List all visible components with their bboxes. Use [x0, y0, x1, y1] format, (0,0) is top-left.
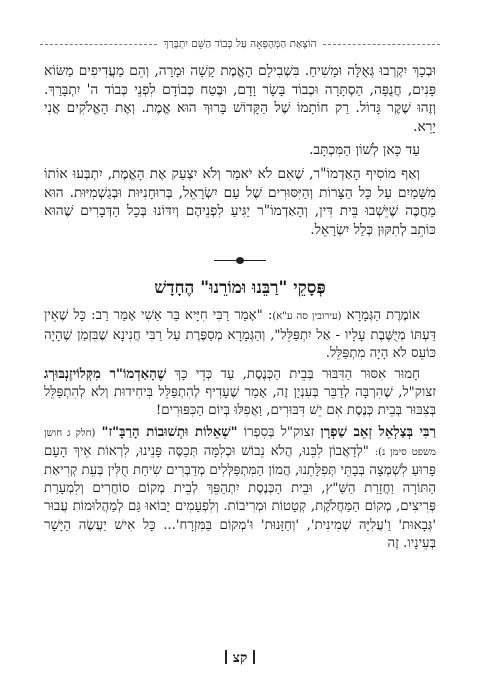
paragraph-gemara — [44, 307, 436, 363]
gemara-lead: אוֹמֶרֶת הַגְּמָרָא — [346, 308, 421, 324]
shafran-lead: זצוק"ל בְּסִפְרוֹ — [243, 424, 315, 440]
paragraph-letter-end: עַד כָּאן לְשׁוֹן הַמִּכְתָּב. — [309, 142, 420, 159]
book-title: "שְׁאֵלוֹת וּתְשׁוּבוֹת הָרַבָּ"ז" — [101, 424, 238, 440]
page-number-footer — [0, 650, 480, 667]
gemara-source-ref: (עירובין סה ע"א) — [272, 311, 342, 323]
gemara-text: : "אָמַר רַבִּי חִיָּיא בַּר אַשִׁי אָמַר רַב: כָּל שֶׁאֵין דַּעְתּוֹ מְיֻשֶּׁבֶת עָלָיו - אַל יִתְפַּלֵּל", וְהַגְּמָרָא מְסַפֶּרֶת עַל רַבִּי חֲנִינָא שֶׁבִּזְמַן שֶׁהָיָה כּוֹעֵס לֹא הָיָה מִתְפַּלֵּל. — [44, 308, 436, 361]
paragraph-talking-in-shul — [44, 366, 436, 421]
page-number: קצ — [232, 650, 248, 666]
page-number-bar-left — [225, 650, 227, 664]
talking-text: זצוק"ל, שֶׁהִרְבָּה לְדַבֵּר בְּעִנְיָן זֶה, אָמַר שֶׁעָדִיף לְהִתְפַּלֵּל בִּיחִידוּת וְלֹא לְהִתְפַּלֵּל בְּצִבּוּר בְּבֵית כְּנֶסֶת אִם יֵשׁ דִּבּוּרִים, וַאֲפִלּוּ בְּיוֹם הַכִּפּוּרִים! — [44, 385, 436, 419]
section-title: פְּסָקֵי "רַבֵּנוּ וּמוֹרֵנוּ" הֶחָדָשׁ — [154, 278, 326, 299]
shafran-quote: "לְדַאֲבוֹן לִבֵּנוּ, הֲלֹא נֵבוֹשׁ וּכְלִמָּה תְּכַסֶּה פָּנֵינוּ, לִרְאוֹת אֵיךְ הָעָם פָּרוּעַ לִשְׁמְצָה בְּבָתֵּי תְּפִלָּתֵנוּ, הֲמוֹן הַמִּתְפַּלְּלִים מְדַבְּרִים שִׂיחַת חֻלִּין בְּעֵת קְרִיאַת הַתּוֹרָה וַחֲזָרַת הַשַּׁ"ץ, וּבֵית הַכְּנֶסֶת יִתְהַפֵּךְ לְבֵית מְקוֹם סוֹחֲרִים וְלִמְעָרַת פְּרִיצִים, מְקוֹם הַמַּחֲלֹקֶת, קְטָטוֹת וּמְרִיבוֹת. וְלִפְעָמִים יָבוֹאוּ גַּם לְמַהֲלוּמוֹת עֲבוּר 'גְּבָאוּת' וַ'עֲלִיָּה שְׁמִינִית', 'וְחַזָּנוּת' וּ'מְקוֹם בַּמִּזְרָח'... כָּל אִישׁ יַעֲשֶׂה הַיָּשָׁר בְּעֵינָיו. זֶה — [44, 443, 436, 551]
divider-ornament — [236, 257, 244, 264]
running-header — [40, 38, 440, 50]
header-dash-left — [40, 44, 157, 45]
talking-lead: חָמוּר אִסּוּר הַדִּבּוּר בְּבֵית הַכְּנֶסֶת, עַד כְּדֵי כָּךְ — [174, 366, 421, 382]
rabbi-shafran-name: רַבִּי בְּצַלְאֵל זְאֵב שַׁפְרָן — [320, 424, 436, 440]
paragraph-rabbi-shafran — [44, 424, 436, 553]
paragraph-letter-continuation: וּבְכָךְ יִקְרְבוּ גְּאֻלָּה וּמָשִׁיחַ. בִּשְׁבִילָם הָאֱמֶת קָשָׁה וּמָרָה, וְהֵם מַעֲדִיפִים מַשּׂוֹא פָּנִים, חֲנֻפָּה, הַסְתָּרָה וּכְבוֹד בָּשָׂר וָדָם, וּבֶטַח כְּבוֹדָם לִפְנֵי כְּבוֹד ה' יִתְבָּרַךְ. וְזֶהוּ שֶׁקֶר גָּדוֹל. רַק חוֹתָמוֹ שֶׁל הַקָּדוֹשׁ בָּרוּךְ הוּא אֱמֶת. וְאֶת הָאֱלֹקִים אֲנִי יָרֵא. — [44, 63, 436, 135]
page-body — [44, 62, 436, 553]
section-divider — [44, 251, 436, 271]
paragraph-admor-addition: וְאַף מוֹסִיף הָאַדְמוֹ"ר, שֶׁאִם לֹא יֹאמַר וְלֹא יִצְעַק אֶת הָאֱמֶת, יִתְבְּעוּ אוֹתוֹ מִשָּׁמַיִם עַל כָּל הַצָּרוֹת וְהַיִּסּוּרִים שֶׁל עַם יִשְׂרָאֵל, בְּרוּחָנִיּוּת וּבְגַשְׁמִיּוּת. הוּא מַחֲכֶּה שֶׁיֵּשְׁבוּ בֵּית דִּין, וְהָאַדְמוֹ"ר יַגִּיעַ לִפְנֵיהֶם וְיִדּוֹנוּ בְּכָל הַדְּבָרִים שֶׁהוּא כּוֹתֵב לְתִקּוּן כְּלַל יִשְׂרָאֵל. — [44, 165, 436, 238]
book-source-ref: (חלק ג חושן משפט סימן נ): — [44, 427, 436, 458]
klausenburg-rebbe-name: שֶׁהָאַדְמוֹ"ר מִקְּלוֹיזֶנְבּוּרְג — [44, 366, 167, 382]
page-number-bar-right — [253, 650, 255, 664]
running-title: הוֹצָאַת הַמְּהָפְּאָה עַל כְּבוֹד הַשֵּׁם יִתְבָּרַךְ — [163, 38, 317, 50]
header-dash-right — [323, 44, 440, 45]
